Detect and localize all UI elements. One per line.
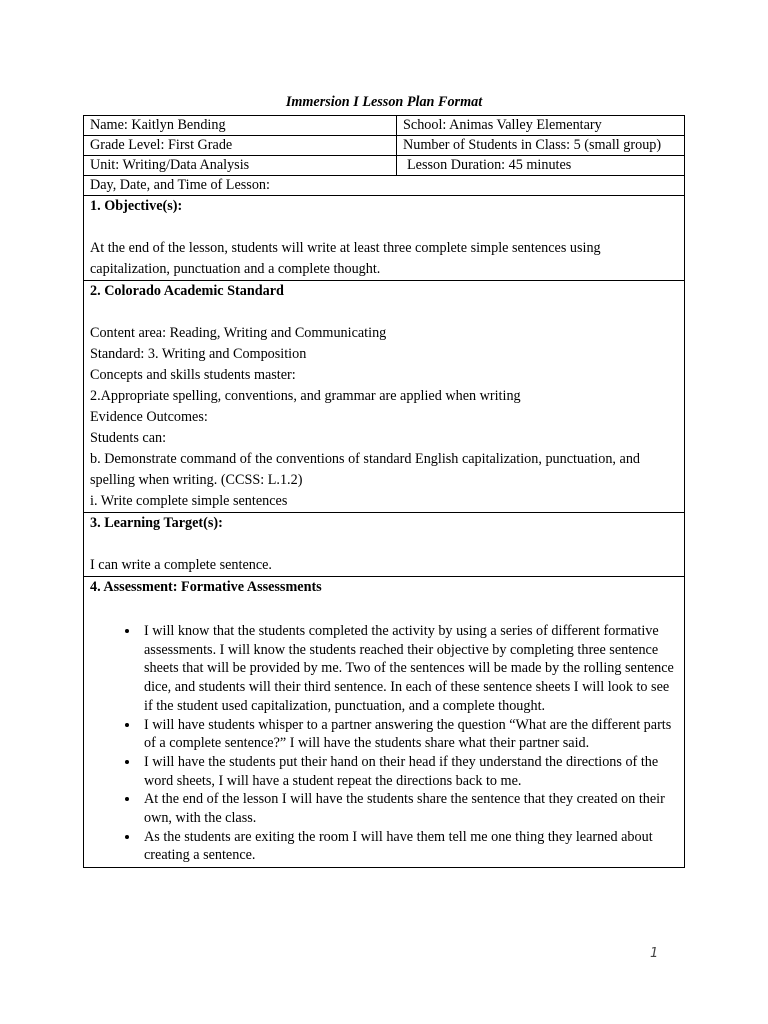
teacher-name: Name: Kaitlyn Bending xyxy=(84,116,397,136)
unit: Unit: Writing/Data Analysis xyxy=(84,156,397,176)
list-item: • I will know that the students completed the activity by using a series of different formative assessments. I will know the students reached their objective by completing three sentence sheets that will be provided by me. Two of the sentences will be made by the rolling sentence dice, and students will their third sentence. In each of these sentence sheets I will look to see if the student used capitalization, punctuation, and a complete thought. xyxy=(140,622,678,716)
learning-targets-section xyxy=(84,513,685,577)
standard-concepts-label: Concepts and skills students master: xyxy=(90,367,296,383)
grade-students-row xyxy=(84,136,685,156)
document-title: Immersion I Lesson Plan Format xyxy=(285,94,483,110)
objectives-text: At the end of the lesson, students will write at least three complete simple sentences using capitalization, punctuation and a complete thought. xyxy=(90,240,601,277)
objectives-heading: 1. Objective(s): xyxy=(90,198,183,214)
standard-concept: 2.Appropriate spelling, conventions, and grammar are applied when writing xyxy=(90,388,521,404)
targets-text: I can write a complete sentence. xyxy=(90,557,272,573)
lesson-duration: Lesson Duration: 45 minutes xyxy=(397,156,685,176)
lesson-plan-table xyxy=(83,115,685,868)
grade-level: Grade Level: First Grade xyxy=(84,136,397,156)
list-item: • At the end of the lesson I will have the students share the sentence that they created on their own, with the class. xyxy=(140,790,678,827)
assessment-heading: 4. Assessment: Formative Assessments xyxy=(90,579,322,595)
objectives-section xyxy=(84,196,685,281)
standard-outcome-i: i. Write complete simple sentences xyxy=(90,493,288,509)
standard-evidence-label: Evidence Outcomes: xyxy=(90,409,208,425)
school-name: School: Animas Valley Elementary xyxy=(397,116,685,136)
targets-heading: 3. Learning Target(s): xyxy=(90,515,223,531)
day-date-time-row xyxy=(84,176,685,196)
name-school-row xyxy=(84,116,685,136)
assessment-section xyxy=(84,577,685,868)
standard-heading: 2. Colorado Academic Standard xyxy=(90,283,284,299)
day-date-time: Day, Date, and Time of Lesson: xyxy=(84,176,685,196)
standard-name: Standard: 3. Writing and Composition xyxy=(90,346,307,362)
standard-section xyxy=(84,281,685,513)
unit-duration-row xyxy=(84,156,685,176)
standard-students-can: Students can: xyxy=(90,430,167,446)
list-item: • I will have students whisper to a partner answering the question “What are the different parts of a complete sentence?” I will have the students share what their partner said. xyxy=(140,716,678,753)
standard-content-area: Content area: Reading, Writing and Communicating xyxy=(90,325,387,341)
page-number: 1 xyxy=(650,946,659,961)
list-item: • I will have the students put their hand on their head if they understand the directions of the word sheets, I will have a student repeat the directions back to me. xyxy=(140,753,678,790)
assessment-list xyxy=(90,622,678,865)
list-item: • As the students are exiting the room I will have them tell me one thing they learned about creating a sentence. xyxy=(140,828,678,865)
standard-outcome-b: b. Demonstrate command of the conventions of standard English capitalization, punctuation, and spelling when writing. (CCSS: L.1.2) xyxy=(90,451,641,488)
number-of-students: Number of Students in Class: 5 (small group) xyxy=(397,136,685,156)
